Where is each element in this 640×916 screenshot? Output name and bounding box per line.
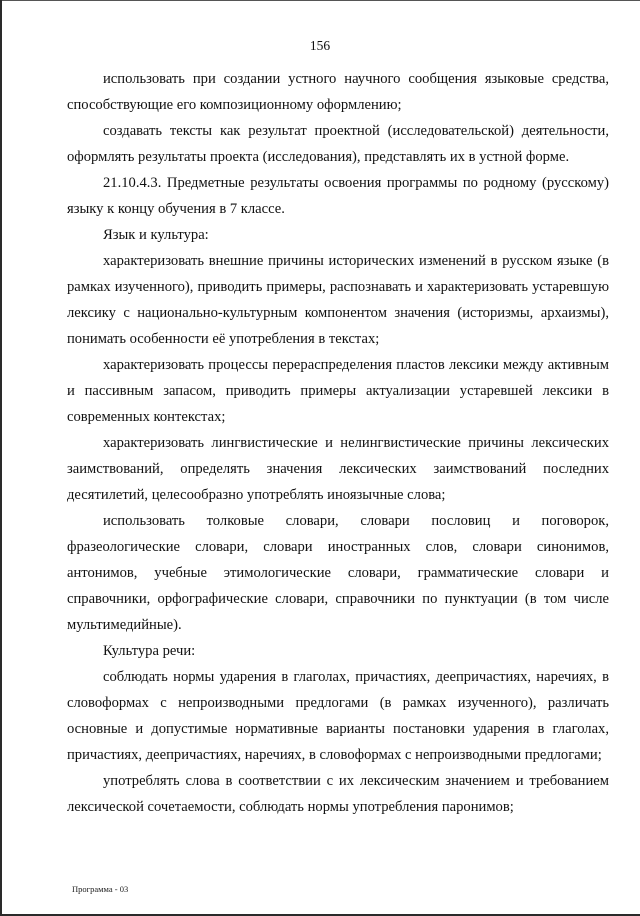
paragraph-6: характеризовать процессы перераспределения пластов лексики между активным и пассивным запасом, приводить примеры актуализации устаревшей лексики в современных контекстах; <box>67 357 609 425</box>
paragraph-11: употреблять слова в соответствии с их лексическим значением и требованием лексической сочетаемости, соблюдать нормы употребления паронимов; <box>67 773 609 815</box>
subheading-speech-culture: Культура речи: <box>103 643 196 659</box>
paragraph-10: соблюдать нормы ударения в глаголах, причастиях, деепричастиях, наречиях, в словоформах с непроизводными предлогами (в рамках изученного), различать основные и допустимые нормативные варианты постановки ударения в глаголах, причастиях, деепричастиях, наречиях, в словоформах с непроизводными предлогами; <box>67 669 609 763</box>
body-text <box>67 66 609 820</box>
page-number: 156 <box>309 38 331 53</box>
paragraph-2: создавать тексты как результат проектной (исследовательской) деятельности, оформлять результаты проекта (исследования), представлять их в устной форме. <box>67 123 609 165</box>
paragraph-5: характеризовать внешние причины исторических изменений в русском языке (в рамках изученного), приводить примеры, распознавать и характеризовать устаревшую лексику с национально-культурным компонентом значения (историзмы, архаизмы), понимать особенности её употребления в текстах; <box>67 253 609 347</box>
paragraph-1: использовать при создании устного научного сообщения языковые средства, способствующие его композиционному оформлению; <box>67 71 609 113</box>
scan-edge-left <box>0 0 2 916</box>
footer-label: Программа - 03 <box>72 884 129 894</box>
subheading-language-culture: Язык и культура: <box>103 227 209 243</box>
paragraph-8: использовать толковые словари, словари пословиц и поговорок, фразеологические словари, словари иностранных слов, словари синонимов, антонимов, учебные этимологические словари, грамматические словари и справочники, орфографические словари, справочники по пунктуации (в том числе мультимедийные). <box>67 513 609 633</box>
section-heading-7-grade: 21.10.4.3. Предметные результаты освоения программы по родному (русскому) языку к концу обучения в 7 классе. <box>67 175 609 217</box>
paragraph-7: характеризовать лингвистические и нелингвистические причины лексических заимствований, определять значения лексических заимствований последних десятилетий, целесообразно употреблять иноязычные слова; <box>67 435 609 503</box>
scan-edge-top <box>0 0 640 1</box>
